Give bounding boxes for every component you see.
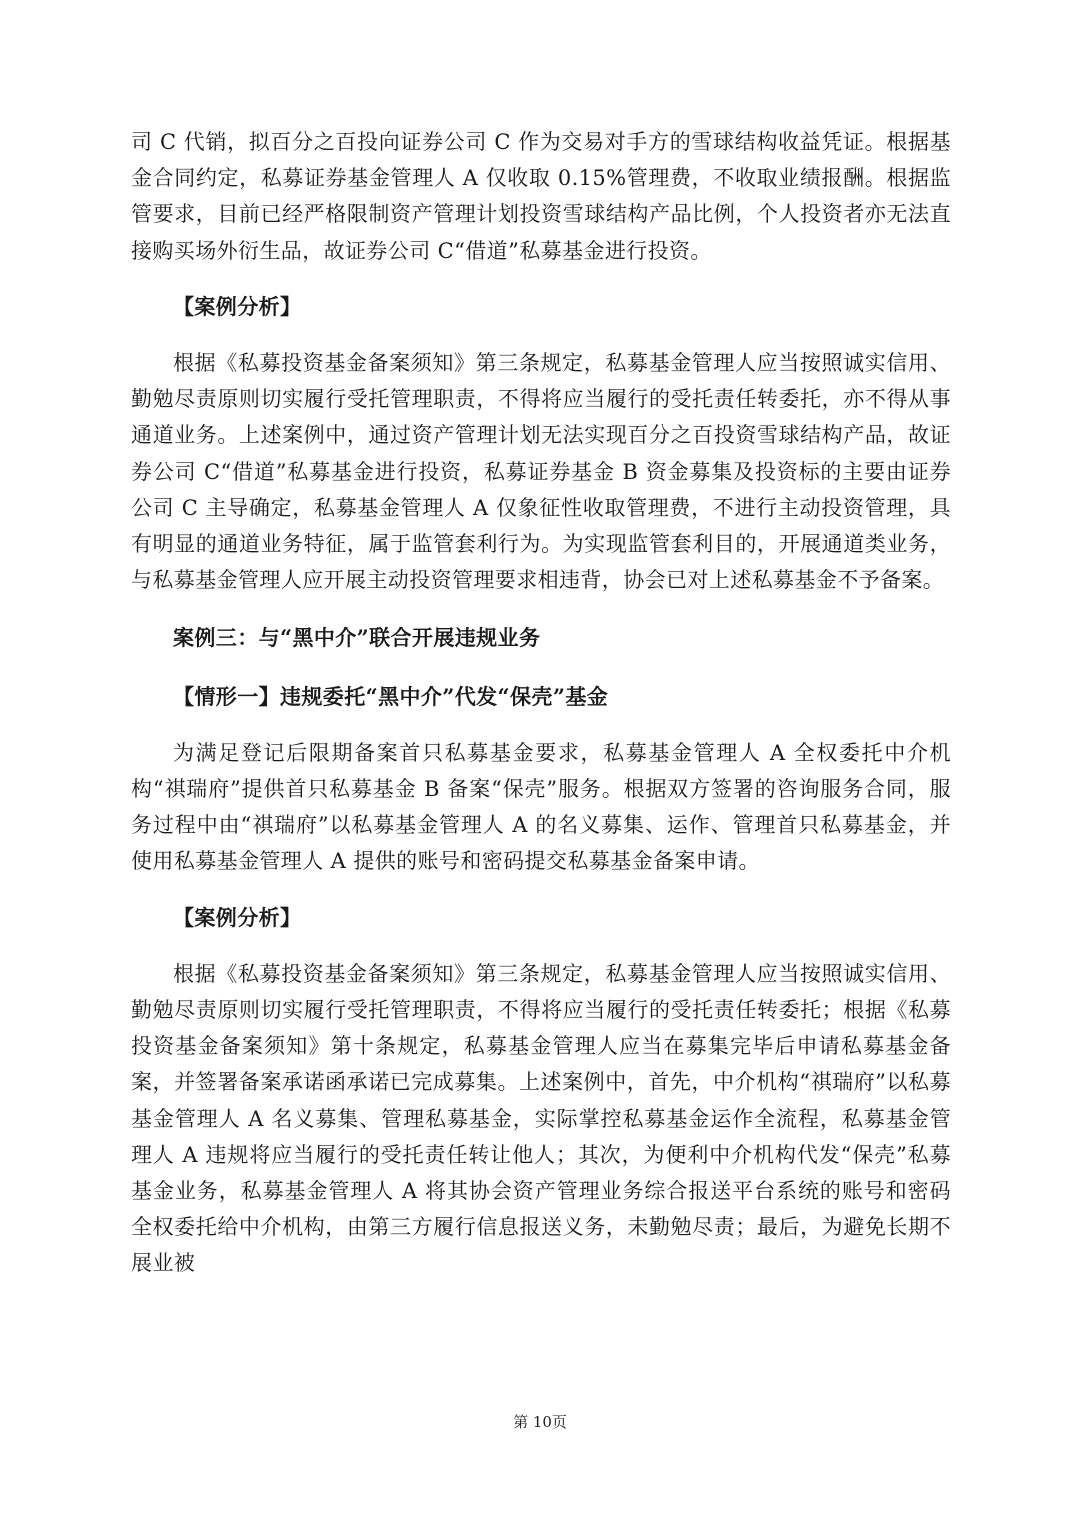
- paragraph-case-two-description: 司 C 代销，拟百分之百投向证券公司 C 作为交易对手方的雪球结构收益凭证。根据基金合同约定，私募证券基金管理人 A 仅收取 0.15%管理费，不收取业绩报酬。根据监管要求，目前已经严格限制资产管理计划投资雪球结构产品比例，个人投资者亦无法直接购买场外衍生品，故证券公司 C“借道”私募基金进行投资。: [131, 130, 951, 263]
- heading-case-three: 案例三：与“黑中介”联合开展违规业务: [173, 625, 541, 651]
- heading-situation-one: 【情形一】违规委托“黑中介”代发“保壳”基金: [173, 683, 609, 709]
- page-number: 第 10页: [513, 1413, 567, 1431]
- paragraph-situation-one-analysis: 根据《私募投资基金备案须知》第三条规定，私募基金管理人应当按照诚实信用、勤勉尽责原则切实履行受托管理职责，不得将应当履行的受托责任转委托；根据《私募投资基金备案须知》第十条规定，私募基金管理人应当在募集完毕后申请私募基金备案，并签署备案承诺函承诺已完成募集。上述案例中，首先，中介机构“祺瑞府”以私募基金管理人 A 名义募集、管理私募基金，实际掌控私募基金运作全流程，私募基金管理人 A 违规将应当履行的受托责任转让他人；其次，为便利中介机构代发“保壳”私募基金业务，私募基金管理人 A 将其协会资产管理业务综合报送平台系统的账号和密码全权委托给中介机构，由第三方履行信息报送义务，未勤勉尽责；最后，为避免长期不展业被: [131, 961, 951, 1276]
- heading-case-analysis-1: 【案例分析】: [173, 293, 302, 319]
- paragraph-situation-one-description: 为满足登记后限期备案首只私募基金要求，私募基金管理人 A 全权委托中介机构“祺瑞府”提供首只私募基金 B 备案“保壳”服务。根据双方签署的咨询服务合同，服务过程中由“祺瑞府”以私募基金管理人 A 的名义募集、运作、管理首只私募基金，并使用私募基金管理人 A 提供的账号和密码提交私募基金备案申请。: [131, 740, 951, 874]
- heading-case-analysis-2: 【案例分析】: [173, 904, 302, 930]
- paragraph-case-two-analysis: 根据《私募投资基金备案须知》第三条规定，私募基金管理人应当按照诚实信用、勤勉尽责原则切实履行受托管理职责，不得将应当履行的受托责任转委托，亦不得从事通道业务。上述案例中，通过资产管理计划无法实现百分之百投资雪球结构产品，故证券公司 C“借道”私募基金进行投资，私募证券基金 B 资金募集及投资标的主要由证券公司 C 主导确定，私募基金管理人 A 仅象征性收取管理费，不进行主动投资管理，具有明显的通道业务特征，属于监管套利行为。为实现监管套利目的，开展通道类业务，与私募基金管理人应开展主动投资管理要求相违背，协会已对上述私募基金不予备案。: [131, 351, 951, 593]
- page-content: [131, 124, 951, 1282]
